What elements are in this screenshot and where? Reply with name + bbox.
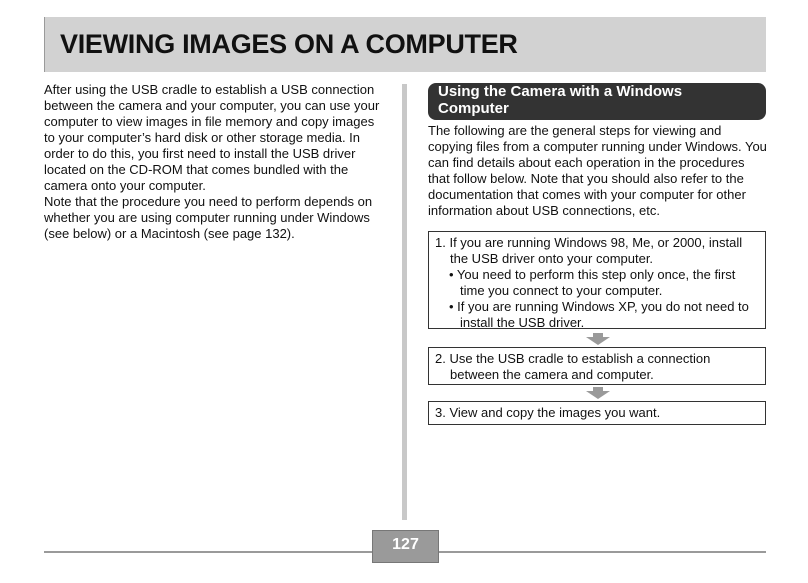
step-2-text: 2. Use the USB cradle to establish a connection between the camera and computer. — [435, 351, 711, 382]
page-title: VIEWING IMAGES ON A COMPUTER — [60, 29, 518, 59]
arrow-down-icon — [586, 387, 610, 399]
step-box-3 — [428, 401, 766, 425]
section-heading-line-1: Using the Camera with a Windows — [438, 83, 683, 100]
title-bar — [44, 17, 766, 72]
section-intro: The following are the general steps for viewing and copying files from a computer running under Windows. You can find details about each operation in the procedures that follow below. Note that you should also refer to the documentation that comes with your computer for other information about USB connections, etc. — [428, 123, 767, 218]
column-divider — [402, 84, 407, 520]
step-1-bullet-1: • You need to perform this step only once, the first time you connect to your computer. — [449, 267, 736, 298]
step-1-bullet-2: • If you are running Windows XP, you do not need to install the USB driver. — [449, 299, 749, 330]
step-1-text: 1. If you are running Windows 98, Me, or 2000, install the USB driver onto your computer. — [435, 235, 743, 266]
intro-column — [44, 82, 384, 242]
arrow-down-icon — [586, 333, 610, 345]
step-box-2 — [428, 347, 766, 385]
intro-paragraph-1: After using the USB cradle to establish a USB connection between the camera and your computer, you can use your computer to view images in file memory and copy images to your computer’s hard disk or other storage media. In order to do this, you first need to install the USB driver located on the CD-ROM that comes bundled with the camera onto your computer. — [44, 82, 380, 193]
step-box-1 — [428, 231, 766, 329]
section-heading — [428, 83, 766, 120]
step-3-text: 3. View and copy the images you want. — [435, 405, 661, 420]
page-number: 127 — [372, 530, 439, 563]
section-heading-line-2: Computer — [438, 99, 509, 117]
intro-paragraph-2: Note that the procedure you need to perform depends on whether you are using computer running under Windows (see below) or a Macintosh (see page 132). — [44, 194, 373, 241]
